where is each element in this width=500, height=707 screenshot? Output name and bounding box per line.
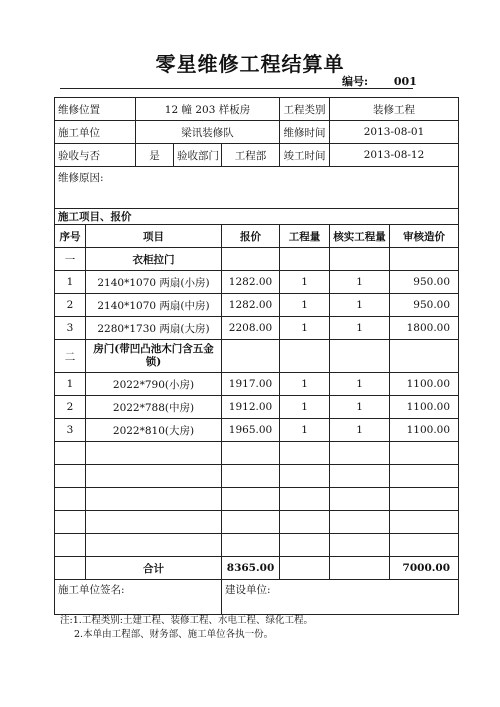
footnote-1: 注:1.工程类别:土建工程、装修工程、水电工程、绿化工程。 [60,615,313,626]
col-header-verified-qty: 核实工程量 [330,225,390,248]
empty-cell [390,442,459,465]
signature-row [55,580,459,615]
empty-cell [222,465,280,488]
total-audited-cost: 7000.00 [390,557,459,580]
empty-cell [86,511,222,534]
row-qty: 1 [280,294,330,317]
complete-time-label: 竣工时间 [280,144,330,167]
row-audited-cost: 1100.00 [390,419,459,442]
empty-cell [330,511,390,534]
contractor-label: 施工单位 [55,121,136,144]
row-audited-cost: 950.00 [390,271,459,294]
group-name: 衣柜拉门 [86,248,222,271]
row-audited-cost: 1100.00 [390,373,459,396]
section-row [55,209,459,225]
owner-signature-label: 建设单位: [222,580,459,615]
empty-cell [390,534,459,557]
row-verified-qty: 1 [330,419,390,442]
group-seq: 二 [55,340,86,373]
group-row [55,340,459,373]
document-title: 零星维修工程结算单 [155,52,345,76]
col-header-qty: 工程量 [280,225,330,248]
empty-cell [55,557,86,580]
empty-cell [330,534,390,557]
project-type-label: 工程类别 [280,98,330,121]
doc-number-value: 001 [393,75,417,88]
empty-cell [280,488,330,511]
col-header-seq: 序号 [55,225,86,248]
row-item: 2022*788(中房) [86,396,222,419]
empty-cell [330,465,390,488]
empty-cell [86,488,222,511]
complete-time-value: 2013-08-12 [330,144,459,167]
row-audited-cost: 1100.00 [390,396,459,419]
row-item: 2140*1070 两扇(小房) [86,271,222,294]
empty-cell [280,248,330,271]
repair-reason-label: 维修原因: [55,167,459,209]
empty-cell [222,248,280,271]
repair-time-value: 2013-08-01 [330,121,459,144]
empty-cell [390,248,459,271]
table-row [55,373,459,396]
row-verified-qty: 1 [330,317,390,340]
title-underline [60,88,413,89]
empty-cell [390,511,459,534]
row-price: 1282.00 [222,294,280,317]
empty-cell [280,557,330,580]
empty-cell [55,465,86,488]
row-audited-cost: 1800.00 [390,317,459,340]
footnote-2: 2.本单由工程部、财务部、施工单位各执一份。 [74,629,274,640]
empty-cell [222,488,280,511]
row-seq: 1 [55,373,86,396]
empty-cell [55,511,86,534]
row-price: 1282.00 [222,271,280,294]
empty-row [55,488,459,511]
row-verified-qty: 1 [330,396,390,419]
total-price: 8365.00 [222,557,280,580]
empty-cell [390,488,459,511]
reason-row [55,167,459,209]
row-seq: 1 [55,271,86,294]
empty-cell [280,340,330,373]
row-seq: 2 [55,396,86,419]
header-row-acceptance [55,144,459,167]
footnotes [60,614,313,642]
col-header-audited-cost: 审核造价 [390,225,459,248]
row-item: 2280*1730 两扇(大房) [86,317,222,340]
empty-cell [390,465,459,488]
repair-time-label: 维修时间 [280,121,330,144]
row-qty: 1 [280,419,330,442]
accept-dept-value: 工程部 [222,144,280,167]
empty-cell [86,534,222,557]
location-label: 维修位置 [55,98,136,121]
project-type-value: 装修工程 [330,98,459,121]
doc-number [342,73,417,89]
group-name: 房门(带凹凸池木门含五金锁) [86,340,222,373]
group-seq: 一 [55,248,86,271]
row-qty: 1 [280,317,330,340]
settlement-form [54,97,459,615]
empty-cell [55,488,86,511]
row-audited-cost: 950.00 [390,294,459,317]
group-row [55,248,459,271]
empty-cell [330,340,390,373]
contractor-value: 梁讯装修队 [136,121,280,144]
row-qty: 1 [280,396,330,419]
empty-cell [55,534,86,557]
empty-cell [55,442,86,465]
empty-cell [222,442,280,465]
row-price: 1917.00 [222,373,280,396]
column-header-row [55,225,459,248]
contractor-signature-label: 施工单位签名: [55,580,222,615]
row-seq: 2 [55,294,86,317]
row-verified-qty: 1 [330,373,390,396]
empty-cell [280,534,330,557]
empty-row [55,534,459,557]
row-qty: 1 [280,271,330,294]
total-label: 合计 [86,557,222,580]
header-row-contractor [55,121,459,144]
row-price: 1912.00 [222,396,280,419]
table-row [55,294,459,317]
total-row [55,557,459,580]
row-item: 2140*1070 两扇(中房) [86,294,222,317]
empty-cell [330,557,390,580]
empty-cell [330,442,390,465]
location-value: 12 幢 203 样板房 [136,98,280,121]
section-label: 施工项目、报价 [55,209,459,225]
empty-cell [222,340,280,373]
empty-cell [222,511,280,534]
table-row [55,271,459,294]
row-price: 1965.00 [222,419,280,442]
accept-dept-label: 验收部门 [174,144,222,167]
empty-cell [86,442,222,465]
doc-number-label: 编号: [342,75,369,88]
row-price: 2208.00 [222,317,280,340]
empty-cell [222,534,280,557]
empty-row [55,442,459,465]
empty-cell [86,465,222,488]
row-item: 2022*810(大房) [86,419,222,442]
empty-cell [390,340,459,373]
header-row-location [55,98,459,121]
table-row [55,396,459,419]
empty-cell [330,248,390,271]
empty-cell [280,465,330,488]
col-header-price: 报价 [222,225,280,248]
table-row [55,317,459,340]
row-qty: 1 [280,373,330,396]
row-seq: 3 [55,419,86,442]
row-verified-qty: 1 [330,294,390,317]
empty-row [55,511,459,534]
row-seq: 3 [55,317,86,340]
table-row [55,419,459,442]
accepted-label: 验收与否 [55,144,136,167]
col-header-item: 项目 [86,225,222,248]
row-verified-qty: 1 [330,271,390,294]
empty-cell [280,511,330,534]
empty-row [55,465,459,488]
empty-cell [330,488,390,511]
row-item: 2022*790(小房) [86,373,222,396]
accepted-value: 是 [136,144,174,167]
empty-cell [280,442,330,465]
